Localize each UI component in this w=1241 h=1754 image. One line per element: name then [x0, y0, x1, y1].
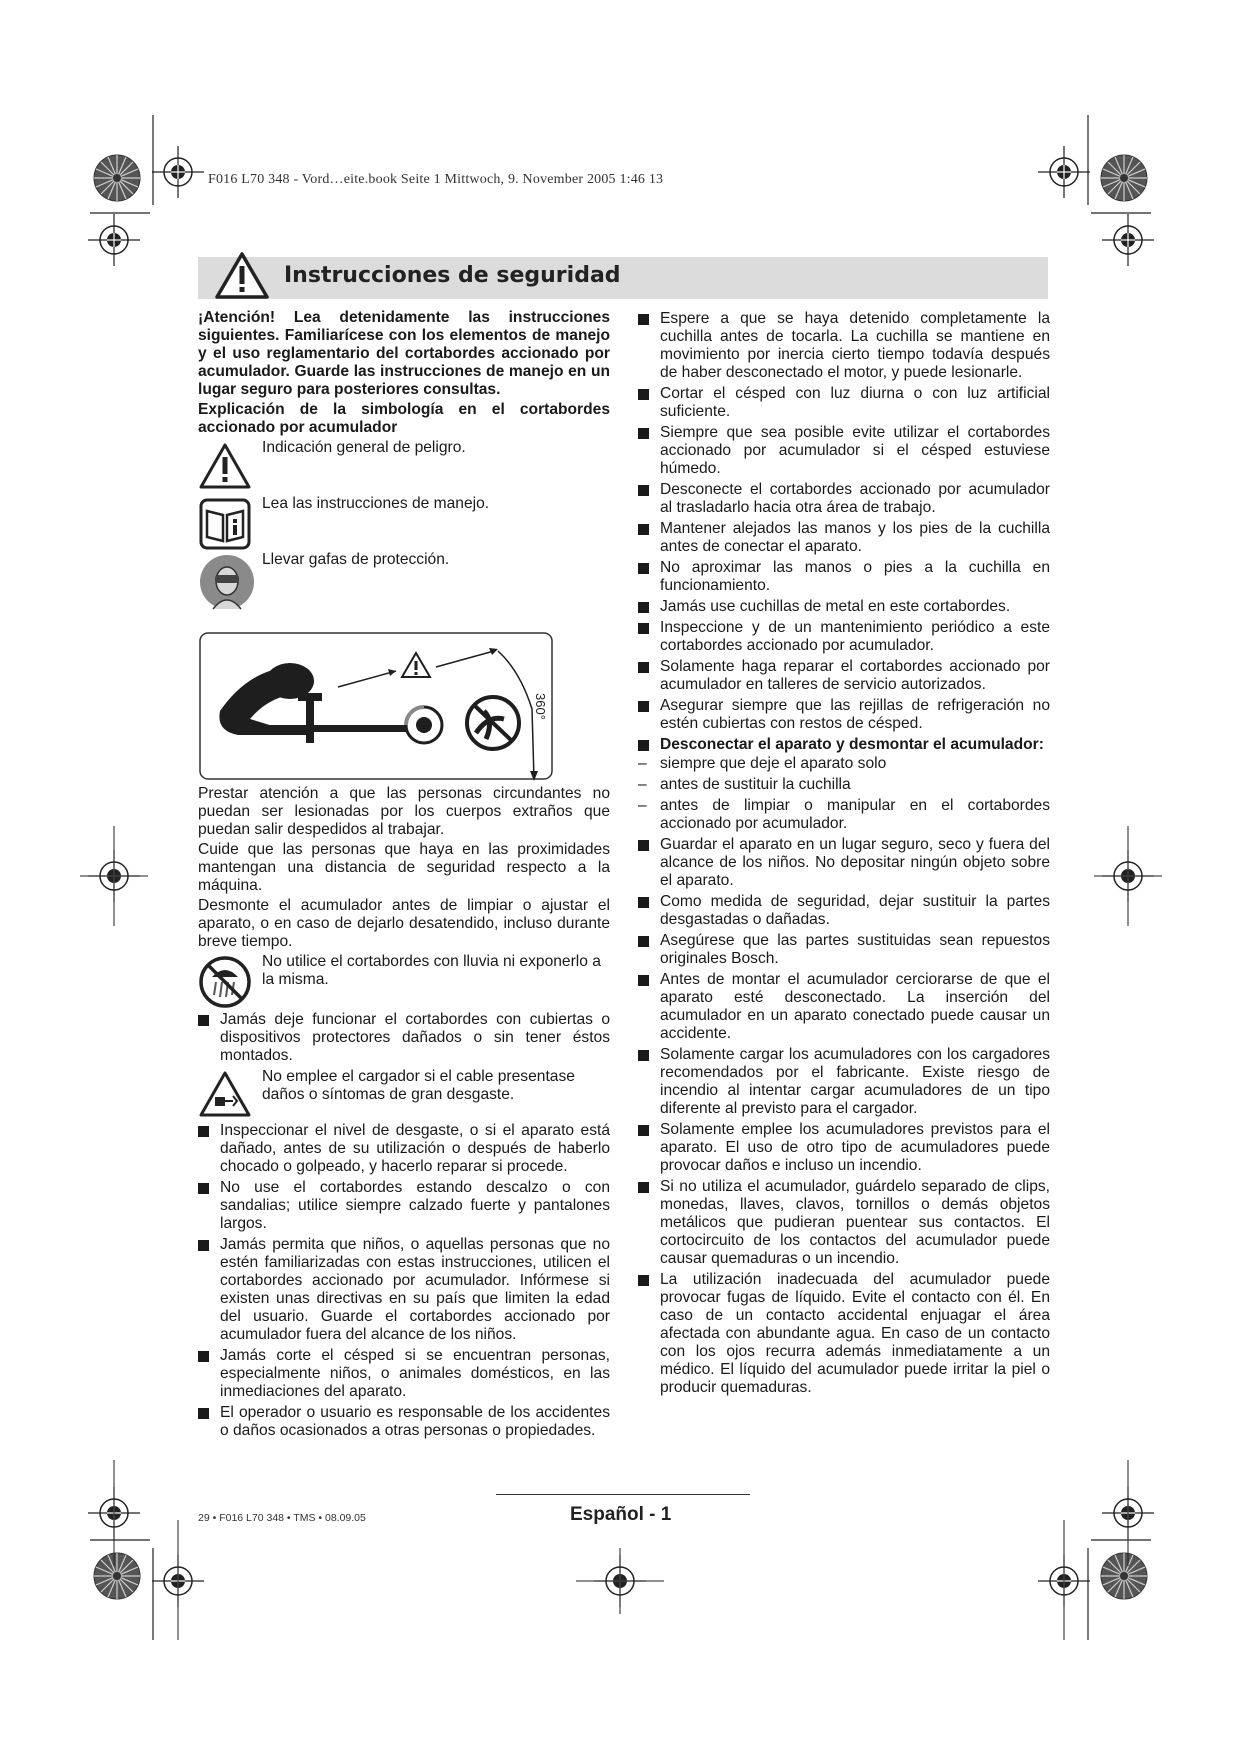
footer-document-code: 29 • F016 L70 348 • TMS • 08.09.05 [198, 1512, 366, 1524]
bullet-daylight: Cortar el césped con luz diurna o con luz artificial suficiente. [638, 385, 1050, 421]
bullet-guards: Jamás deje funcionar el cortabordes con cubiertas o dispositivos protectores dañados o sin tener éstos montados. [198, 1011, 610, 1065]
read-manual-icon [198, 497, 252, 551]
bullet-approach: No aproximar las manos o pies a la cuchilla en funcionamiento. [638, 559, 1050, 595]
bullet-transport: Desconecte el cortabordes accionado por acumulador al trasladarlo hacia otra área de trabajo. [638, 481, 1050, 517]
safety-distance-figure [198, 631, 558, 781]
print-file-info: F016 L70 348 - Vord…eite.book Seite 1 Mittwoch, 9. November 2005 1:46 13 [208, 172, 664, 187]
no-rain-icon [198, 955, 252, 1009]
symbol-row-goggles [198, 551, 610, 613]
rotation-angle-label: 360° [533, 693, 548, 720]
bullet-chargers: Solamente cargar los acumuladores con los cargadores recomendados por el fabricante. Existe riesgo de incendio al intentar cargar acumuladores de un tipo diferente al previsto para el cargador. [638, 1046, 1050, 1118]
bullet-wet: Siempre que sea posible evite utilizar el cortabordes accionado por acumulador si el césped estuviese húmedo. [638, 424, 1050, 478]
damaged-cable-warning-icon [198, 1070, 252, 1118]
bullet-original: Asegúrese que las partes sustituidas sean repuestos originales Bosch. [638, 932, 1050, 968]
bullet-maintenance: Inspeccione y de un mantenimiento periódico a este cortabordes accionado por acumulador. [638, 619, 1050, 655]
dash-clean: – antes de limpiar o manipular en el cortabordes accionado por acumulador. [638, 797, 1050, 833]
symbol-row-manual [198, 495, 610, 551]
bullet-people: Jamás corte el césped si se encuentran personas, especialmente niños, o animales domésticos, en las inmediaciones del aparato. [198, 1347, 610, 1401]
bullet-operator: El operador o usuario es responsable de los accidentes o daños ocasionados a otras personas o propiedades. [198, 1404, 610, 1440]
danger-triangle-icon [198, 441, 252, 491]
footer-page-number: Español - 1 [570, 1504, 672, 1525]
bullet-switch: Antes de montar el acumulador cerciorarse de que el aparato esté desconectado. La inserción del acumulador en un aparato conectado puede causar un accidente. [638, 971, 1050, 1043]
symbols-heading: Explicación de la simbología en el cortabordes accionado por acumulador [198, 401, 610, 436]
section-title-bar [198, 257, 1048, 299]
symbol-row-rain [198, 953, 610, 1011]
bullet-repair: Solamente haga reparar el cortabordes accionado por acumulador en talleres de servicio autorizados. [638, 658, 1050, 694]
bullet-disconnect-heading: Desconectar el aparato y desmontar el acumulador: [638, 736, 1050, 754]
bullet-store: Guardar el aparato en un lugar seguro, seco y fuera del alcance de los niños. No depositar ningún objeto sobre el aparato. [638, 836, 1050, 890]
bullet-shoes: No use el cortabordes estando descalzo o con sandalias; utilice siempre calzado fuerte y pantalones largos. [198, 1179, 610, 1233]
symbol-rain-text: No utilice el cortabordes con lluvia ni exponerlo a la misma. [262, 953, 601, 988]
symbol-row-charger [198, 1068, 610, 1122]
symbol-charger-text: No emplee el cargador si el cable presentase daños o síntomas de gran desgaste. [262, 1068, 575, 1103]
page-title: Instrucciones de seguridad [284, 263, 621, 288]
bullet-short-circuit: Si no utiliza el acumulador, guárdelo separado de clips, monedas, llaves, clavos, tornillos o demás objetos metálicos que pudieran puentear sus contactos. El cortocircuito de los contactos del acumulador puede causar quemaduras o un incendio. [638, 1178, 1050, 1268]
bullet-batteries: Solamente emplee los acumuladores previstos para el aparato. El uso de otro tipo de acumuladores puede provocar daños e incluso un incendio. [638, 1121, 1050, 1175]
dash-leave: – siempre que deje el aparato solo [638, 755, 1050, 773]
bystanders-text: Prestar atención a que las personas circundantes no puedan ser lesionadas por los cuerpos extraños que puedan salir despedidos al trabajar. [198, 785, 610, 838]
remove-battery-text: Desmonte el acumulador antes de limpiar o ajustar el aparato, o en caso de dejarlo desatendido, incluso durante breve tiempo. [198, 897, 610, 950]
intro-warning: ¡Atención! Lea detenidamente las instrucciones siguientes. Familiarícese con los elementos de manejo y el uso reglamentario del cortabordes accionado por acumulador. Guarde las instrucciones de manejo en un lugar seguro para posteriores consultas. [198, 309, 610, 398]
distance-text: Cuide que las personas que haya en las proximidades mantengan una distancia de seguridad respecto a la máquina. [198, 841, 610, 894]
footer-divider [496, 1494, 750, 1495]
symbol-manual-text: Lea las instrucciones de manejo. [262, 495, 490, 512]
bullet-leak: La utilización inadecuada del acumulador puede provocar fugas de líquido. Evite el contacto con él. En caso de un contacto accidental enjuagar el área afectada con abundante agua. En caso de un contacto con los ojos recurra además inmediatamente a un médico. El líquido del acumulador puede irritar la piel o producir quemaduras. [638, 1271, 1050, 1397]
dash-blade: – antes de sustituir la cuchilla [638, 776, 1050, 794]
symbol-danger-text: Indicación general de peligro. [262, 439, 466, 456]
bullet-children: Jamás permita que niños, o aquellas personas que no estén familiarizadas con estas instrucciones, utilicen el cortabordes accionado por acumulador. Infórmese si existen unas directivas en su país que limiten la edad del usuario. Guarde el cortabordes accionado por acumulador fuera del alcance de los niños. [198, 1236, 610, 1344]
left-column [198, 309, 610, 1443]
safety-goggles-icon [198, 553, 256, 611]
trimmer-safety-diagram [198, 631, 558, 781]
bullet-metal: Jamás use cuchillas de metal en este cortabordes. [638, 598, 1050, 616]
symbol-row-danger [198, 439, 610, 495]
bullet-wait: Espere a que se haya detenido completamente la cuchilla antes de tocarla. La cuchilla se mantiene en movimiento por inercia cierto tiempo todavía después de haber desconectado el motor, y puede lesionarle. [638, 310, 1050, 382]
warning-triangle-icon [214, 250, 270, 300]
bullet-hands: Mantener alejados las manos y los pies de la cuchilla antes de conectar el aparato. [638, 520, 1050, 556]
bullet-vents: Asegurar siempre que las rejillas de refrigeración no estén cubiertas con restos de césped. [638, 697, 1050, 733]
bullet-worn: Como medida de seguridad, dejar sustituir la partes desgastadas o dañadas. [638, 893, 1050, 929]
bullet-inspect: Inspeccionar el nivel de desgaste, o si el aparato está dañado, antes de su utilización o después de haberlo chocado o golpeado, y hacerlo reparar si procede. [198, 1122, 610, 1176]
right-column [638, 310, 1050, 1400]
symbol-goggles-text: Llevar gafas de protección. [262, 551, 450, 568]
